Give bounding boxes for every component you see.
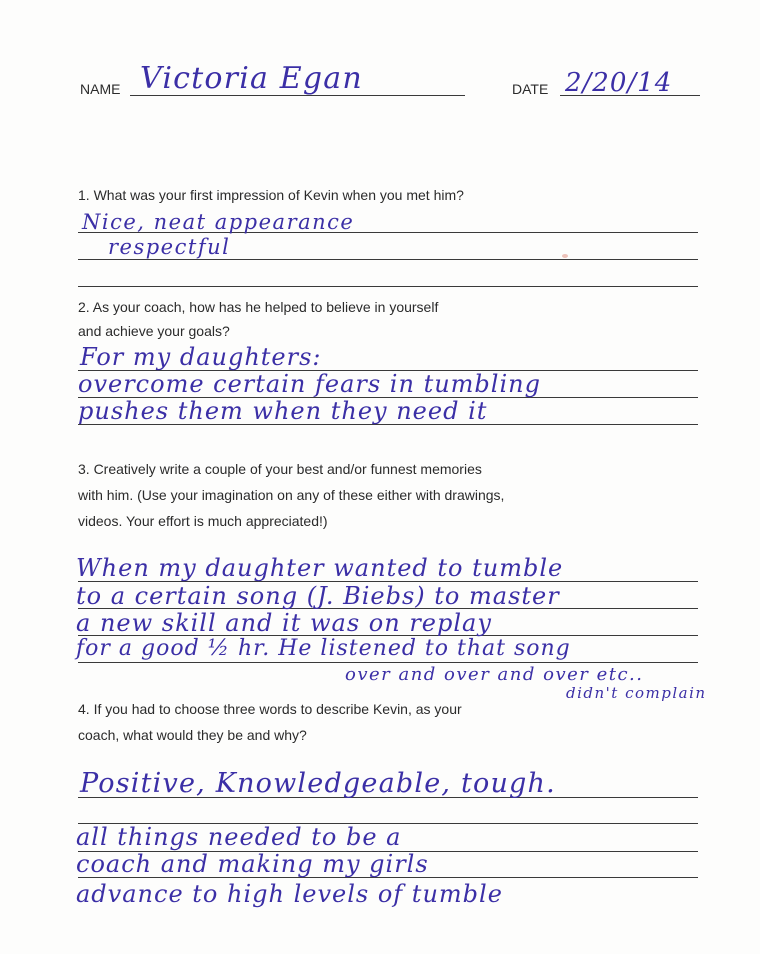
- answer-2-line-2: overcome certain fears in tumbling: [78, 370, 541, 398]
- name-label: NAME: [80, 81, 121, 97]
- question-1: 1. What was your first impression of Kevin when you met him?: [78, 187, 464, 203]
- answer-3-line-1: When my daughter wanted to tumble: [76, 554, 564, 582]
- question-2-line-1: 2. As your coach, how has he helped to believe in yourself: [78, 299, 439, 315]
- answer-3-line-2: to a certain song (J. Biebs) to master: [76, 582, 560, 610]
- name-value: Victoria Egan: [140, 61, 363, 96]
- question-3-line-3: videos. Your effort is much appreciated!): [78, 513, 328, 529]
- answer-4-line-4: advance to high levels of tumble: [76, 880, 503, 908]
- answer-2-line-3: pushes them when they need it: [78, 397, 488, 425]
- answer-line-1c: [78, 286, 698, 287]
- answer-line-1b: [78, 259, 698, 260]
- answer-1-line-2: respectful: [108, 235, 231, 259]
- answer-2-line-1: For my daughters:: [80, 343, 322, 371]
- date-label: DATE: [512, 81, 549, 97]
- date-value: 2/20/14: [565, 68, 673, 98]
- question-2-line-2: and achieve your goals?: [78, 323, 230, 339]
- answer-line-3d: [78, 662, 698, 663]
- question-3-line-2: with him. (Use your imagination on any of these either with drawings,: [78, 487, 505, 503]
- answer-1-line-1: Nice, neat appearance: [82, 210, 355, 234]
- question-4-line-1: 4. If you had to choose three words to describe Kevin, as your: [78, 701, 462, 717]
- answer-3-line-4: for a good ½ hr. He listened to that song: [76, 636, 571, 661]
- question-4-line-2: coach, what would they be and why?: [78, 727, 307, 743]
- answer-3-line-6: didn't complain: [566, 684, 707, 702]
- answer-4-line-2: all things needed to be a: [76, 823, 402, 851]
- ink-mark: [562, 254, 568, 258]
- answer-3-line-5: over and over and over etc..: [345, 664, 644, 685]
- answer-4-line-3: coach and making my girls: [76, 850, 429, 878]
- answer-4-line-1: Positive, Knowledgeable, tough.: [80, 768, 556, 799]
- answer-3-line-3: a new skill and it was on replay: [76, 609, 492, 637]
- question-3-line-1: 3. Creatively write a couple of your best and/or funnest memories: [78, 461, 482, 477]
